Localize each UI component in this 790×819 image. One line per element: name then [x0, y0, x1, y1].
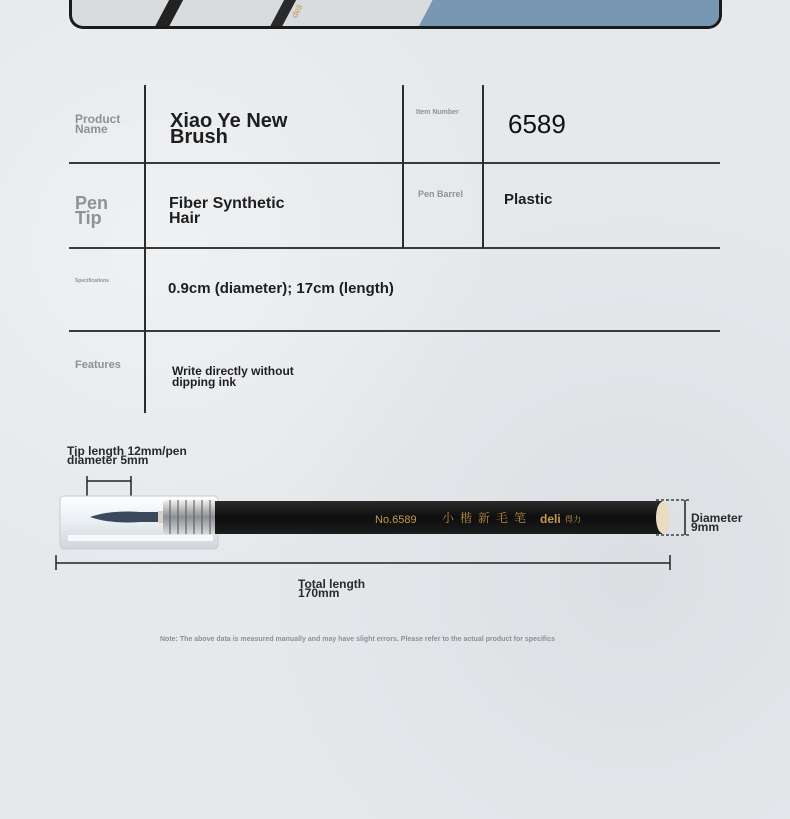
features-label: Features [75, 359, 121, 371]
measurement-note: Note: The above data is measured manually and may have slight errors. Please refer to the actual product for specifics [160, 636, 555, 643]
brand-mark: deli [289, 2, 305, 20]
barrel-model-text: No.6589 [375, 514, 417, 526]
features-value: Write directly without dipping ink [172, 364, 294, 389]
barrel-end-cap [656, 502, 670, 534]
brush-barrel [215, 501, 662, 534]
pen-tip-label: Pen Tip [75, 193, 109, 229]
metal-rings [163, 500, 215, 534]
product-name-value: Xiao Ye New Brush [170, 110, 288, 148]
specifications-value: 0.9cm (diameter); 17cm (length) [168, 280, 394, 297]
tip-length-label: Tip length 12mm/pen diameter 5mm [67, 444, 187, 467]
total-length-label: Total length 170mm [298, 577, 366, 600]
barrel-chinese-text: 小楷新毛笔 [442, 511, 533, 525]
item-number-label: Item Number [416, 109, 459, 116]
item-number-value: 6589 [508, 109, 566, 139]
pen-barrel-value: Plastic [504, 191, 553, 208]
brand-logo: deli [540, 512, 561, 526]
total-length-bracket [56, 555, 670, 570]
specifications-label: Specifications [75, 278, 109, 284]
brand-logo-cn: 得力 [565, 515, 581, 524]
product-name-label: Product Name [75, 112, 121, 137]
pen-barrel-label: Pen Barrel [418, 189, 464, 199]
diameter-label: Diameter 9mm [691, 511, 743, 534]
pen-tip-value: Fiber Synthetic Hair [169, 195, 285, 228]
